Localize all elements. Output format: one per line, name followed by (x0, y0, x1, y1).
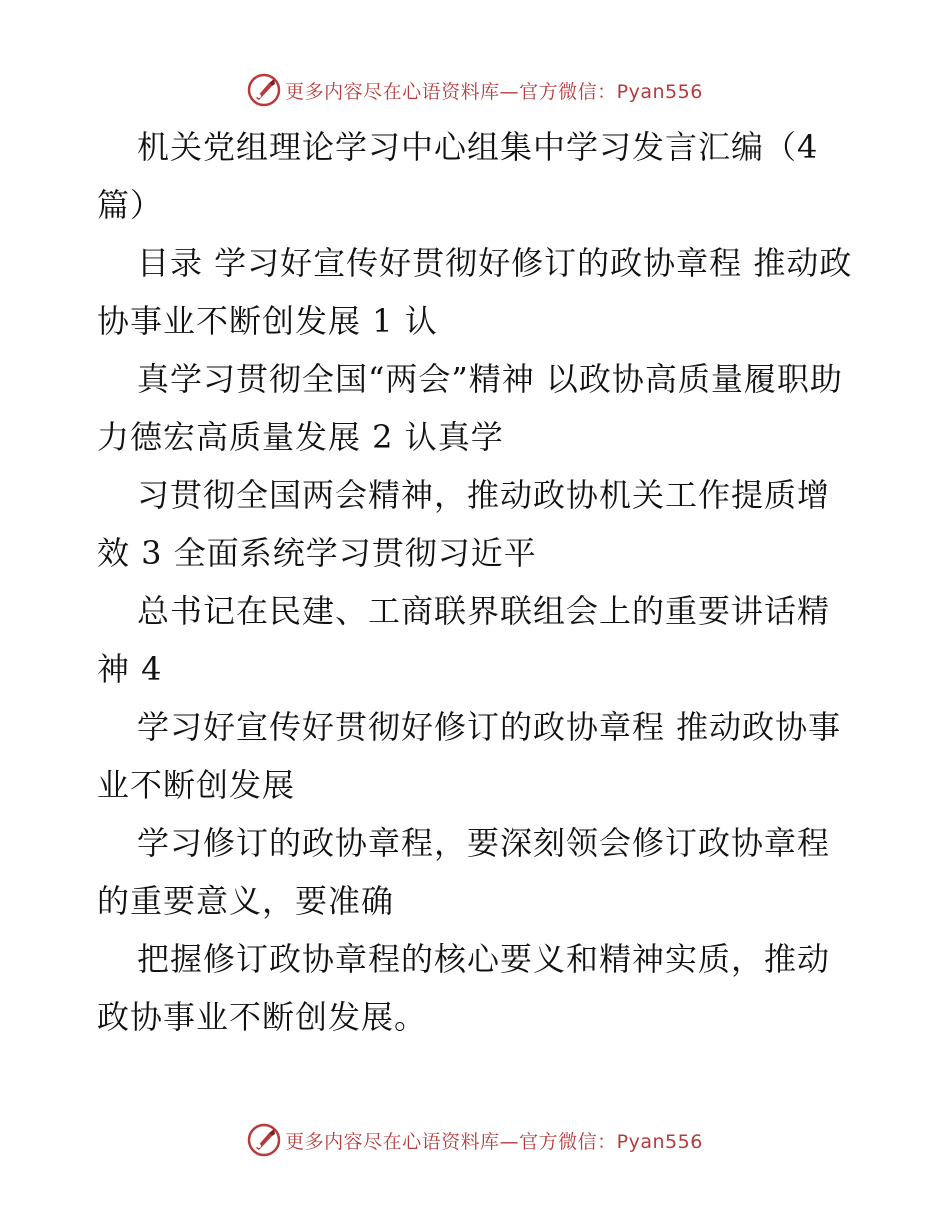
header-watermark-text: 更多内容尽在心语资料库—官方微信：Pyan556 (285, 80, 703, 103)
document-title: 机关党组理论学习中心组集中学习发言汇编（4篇） (97, 128, 819, 224)
toc-paragraph-1: 目录 学习好宣传好贯彻好修订的政协章程 推动政协事业不断创发展 1 认 (97, 244, 853, 340)
section-heading: 学习好宣传好贯彻好修订的政协章程 推动政协事业不断创发展 (97, 708, 842, 804)
body-paragraph-2: 把握修订政协章程的核心要义和精神实质，推动政协事业不断创发展。 (97, 940, 831, 1036)
document-body (97, 118, 857, 1046)
footer-watermark-text: 更多内容尽在心语资料库—官方微信：Pyan556 (285, 1130, 703, 1153)
toc-paragraph-4: 总书记在民建、工商联界联组会上的重要讲话精神 4 (97, 592, 831, 688)
body-paragraph-1: 学习修订的政协章程，要深刻领会修订政协章程的重要意义，要准确 (97, 824, 831, 920)
header-watermark (0, 70, 950, 110)
quill-pen-logo-icon (247, 1123, 281, 1157)
footer-watermark (0, 1120, 950, 1160)
quill-pen-logo-icon (247, 73, 281, 107)
toc-paragraph-2: 真学习贯彻全国“两会”精神 以政协高质量履职助力德宏高质量发展 2 认真学 (97, 360, 843, 456)
toc-paragraph-3: 习贯彻全国两会精神，推动政协机关工作提质增效 3 全面系统学习贯彻习近平 (97, 476, 831, 572)
